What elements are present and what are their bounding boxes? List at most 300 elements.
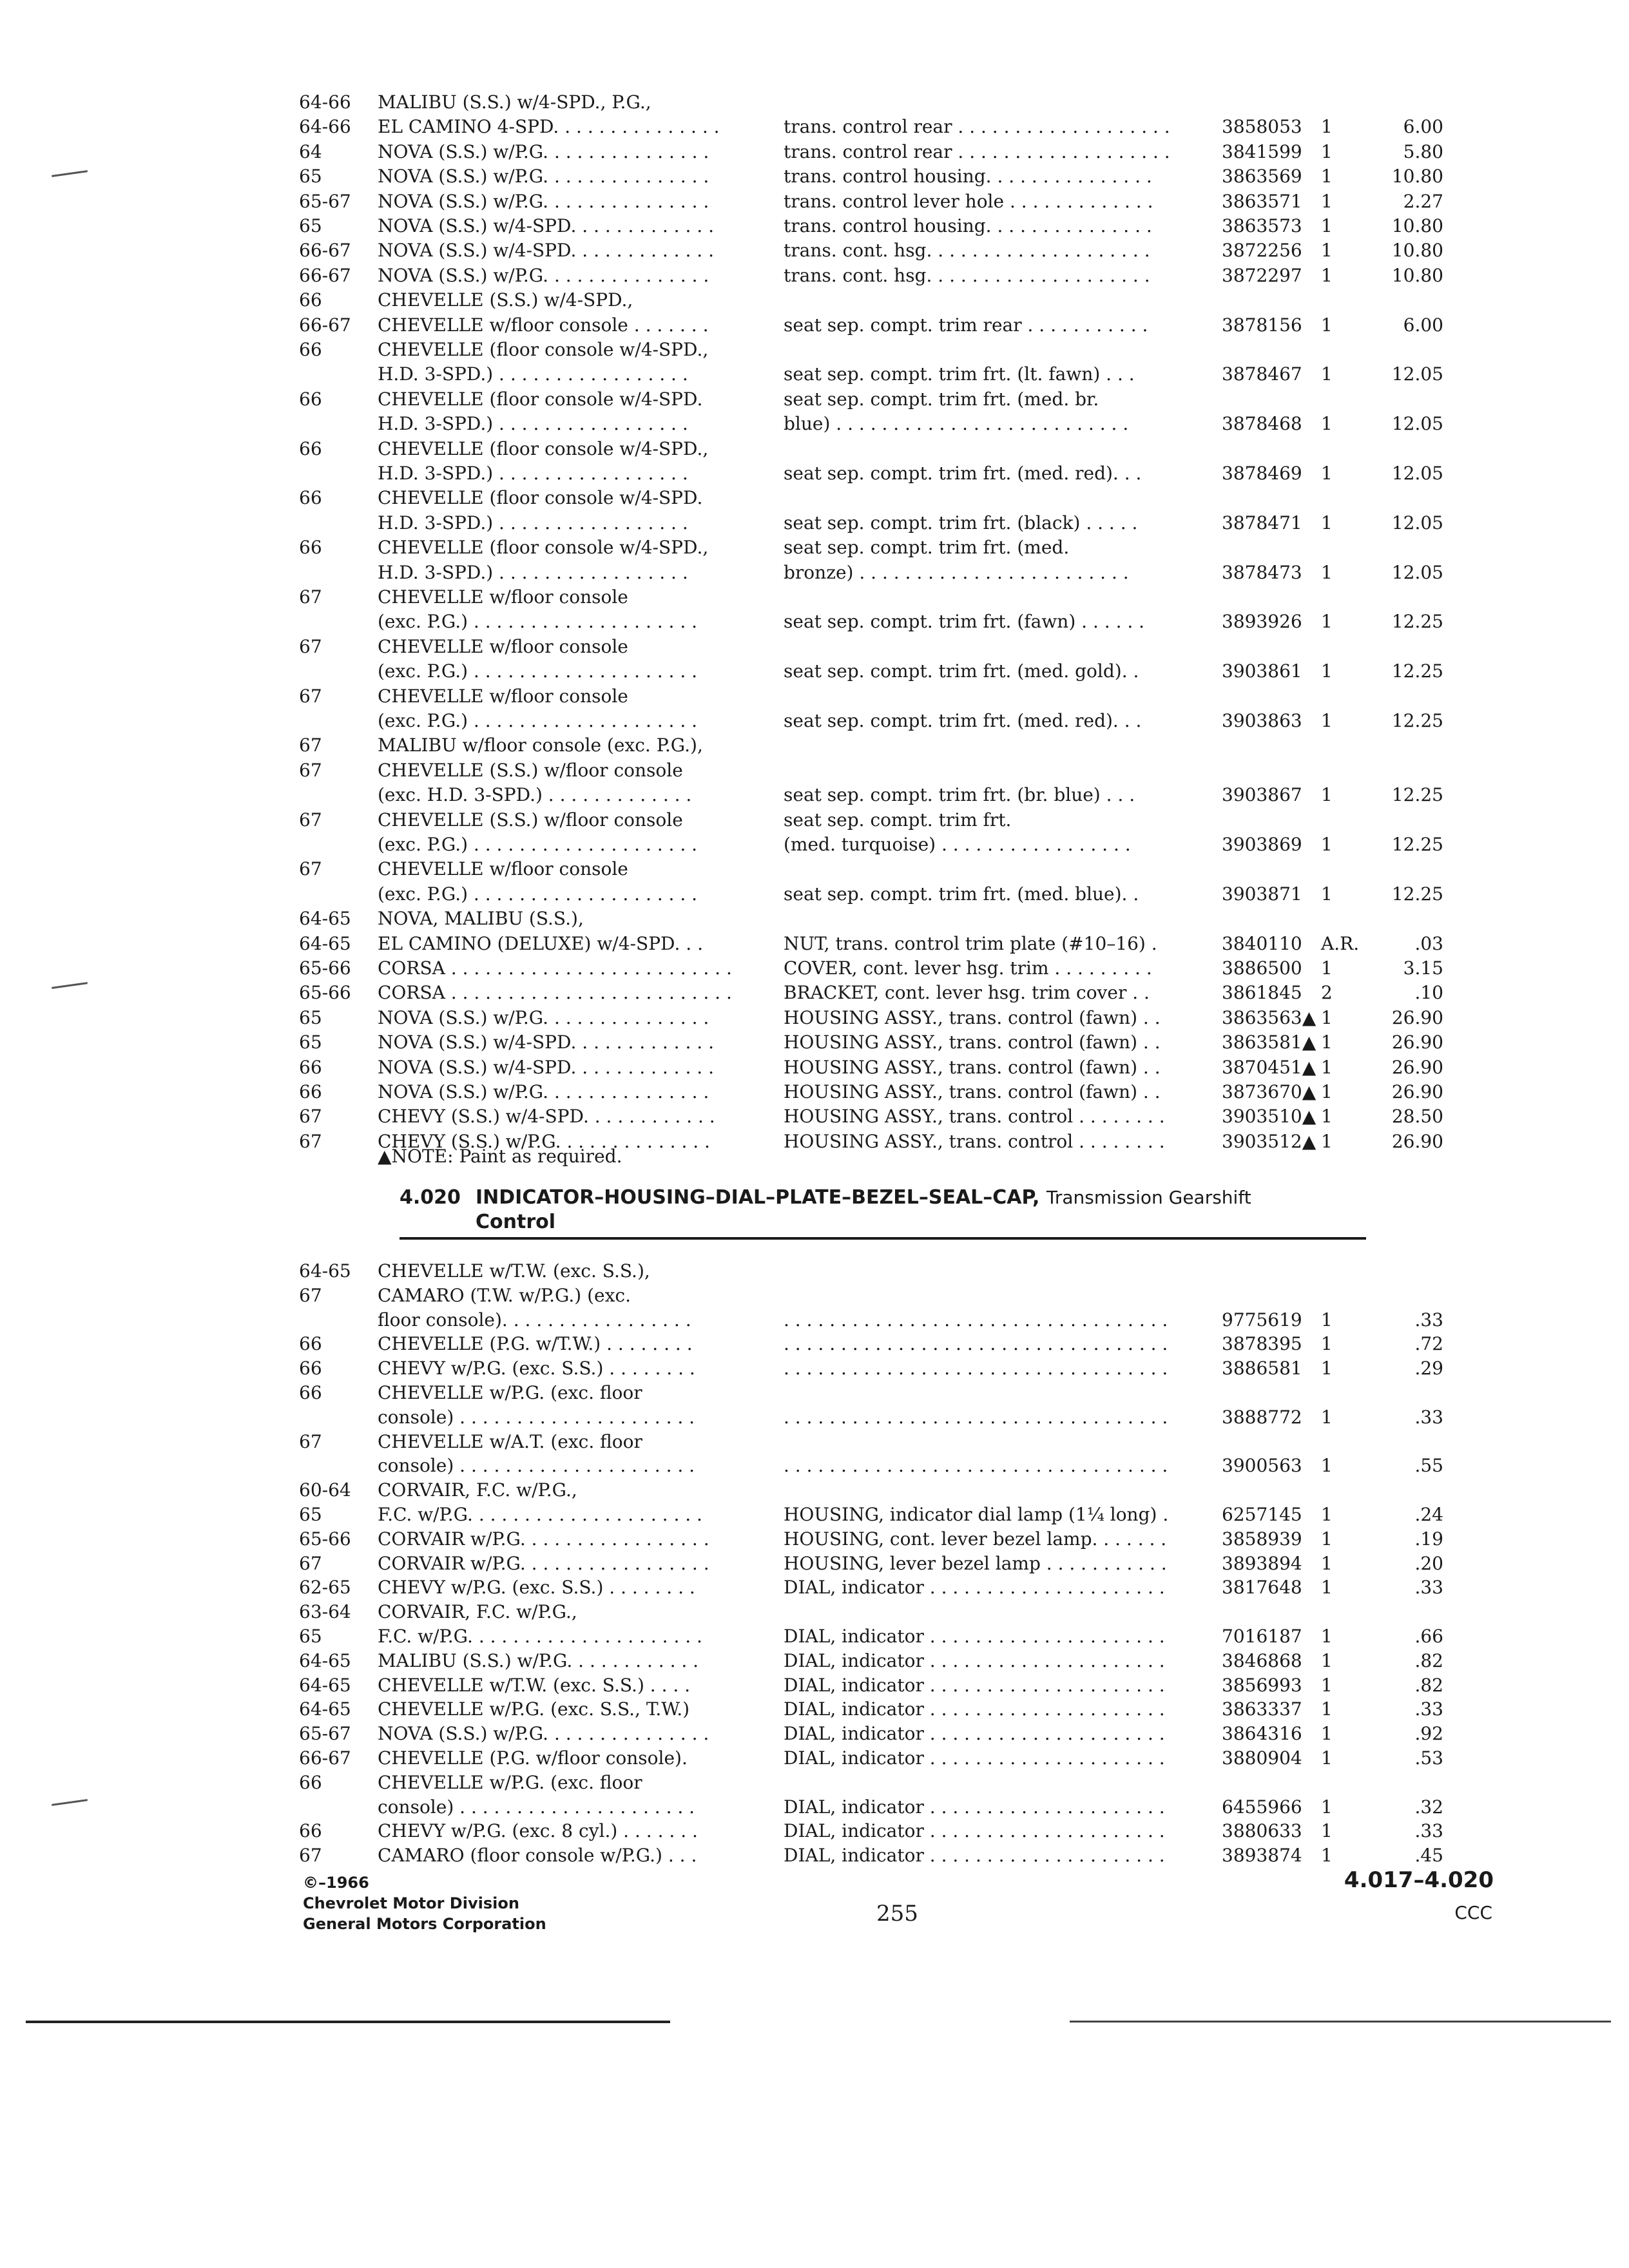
- part-description: HOUSING ASSY., trans. control (fawn) . .: [784, 1032, 1161, 1053]
- model-year: 66: [299, 1771, 322, 1793]
- part-description: HOUSING, lever bezel lamp . . . . . . . . . . .: [784, 1552, 1167, 1574]
- quantity: 1: [1321, 1552, 1333, 1574]
- quantity: 1: [1321, 660, 1333, 682]
- quantity: 1: [1321, 611, 1333, 633]
- part-description: DIAL, indicator . . . . . . . . . . . . . . . . . . . . .: [784, 1698, 1165, 1720]
- list-price: 10.80: [1391, 166, 1443, 187]
- quantity: 2: [1321, 982, 1333, 1004]
- model-year: 64-66: [299, 91, 351, 113]
- part-number: 3886581: [1222, 1358, 1302, 1379]
- part-number: 3903510▲: [1222, 1106, 1316, 1128]
- vehicle-model: CHEVELLE (P.G. w/T.W.) . . . . . . . .: [378, 1333, 693, 1355]
- vehicle-model: CHEVELLE w/floor console: [378, 635, 628, 657]
- part-number: 3872256: [1222, 240, 1302, 262]
- part-number: 7016187: [1222, 1626, 1302, 1647]
- vehicle-model: CORVAIR w/P.G. . . . . . . . . . . . . . . . .: [378, 1552, 709, 1574]
- model-year: 64-65: [299, 1698, 351, 1720]
- quantity: 1: [1321, 264, 1333, 286]
- part-number: 3856993: [1222, 1674, 1302, 1696]
- part-number: 3878469: [1222, 463, 1302, 484]
- part-number: 3863569: [1222, 166, 1302, 187]
- vehicle-model: CHEVELLE (S.S.) w/floor console: [378, 809, 683, 831]
- part-description: seat sep. compt. trim frt. (fawn) . . . . . .: [784, 611, 1145, 633]
- part-description: NUT, trans. control trim plate (#10–16) .: [784, 932, 1157, 954]
- vehicle-model: CAMARO (floor console w/P.G.) . . .: [378, 1845, 697, 1867]
- quantity: 1: [1321, 1081, 1333, 1102]
- publisher-block: [303, 1872, 546, 1934]
- vehicle-model: EL CAMINO (DELUXE) w/4-SPD. . .: [378, 932, 703, 954]
- page-number: 255: [876, 1901, 918, 1927]
- part-description: DIAL, indicator . . . . . . . . . . . . . . . . . . . . .: [784, 1845, 1165, 1867]
- quantity: 1: [1321, 1820, 1333, 1842]
- model-year: 67: [299, 635, 322, 657]
- part-description: DIAL, indicator . . . . . . . . . . . . . . . . . . . . .: [784, 1577, 1165, 1599]
- part-description: seat sep. compt. trim frt. (med. red). . .: [784, 710, 1142, 731]
- quantity: 1: [1321, 883, 1333, 905]
- quantity: 1: [1321, 314, 1333, 336]
- vehicle-model: (exc. P.G.) . . . . . . . . . . . . . . . . . . . .: [378, 834, 698, 855]
- part-number: 3846868: [1222, 1649, 1302, 1671]
- part-number: 3893926: [1222, 611, 1302, 633]
- model-year: 66: [299, 1333, 322, 1355]
- vehicle-model: CHEVELLE (S.S.) w/floor console: [378, 759, 683, 781]
- model-year: 64-65: [299, 1260, 351, 1282]
- list-price: .32: [1414, 1796, 1443, 1818]
- part-description: trans. control housing. . . . . . . . . . . . . . .: [784, 166, 1152, 187]
- quantity: 1: [1321, 166, 1333, 187]
- part-description: DIAL, indicator . . . . . . . . . . . . . . . . . . . . .: [784, 1674, 1165, 1696]
- part-number: 3900563: [1222, 1455, 1302, 1477]
- model-year: 67: [299, 1106, 322, 1128]
- vehicle-model: CHEVELLE w/P.G. (exc. S.S., T.W.): [378, 1698, 690, 1720]
- quantity: 1: [1321, 1309, 1333, 1331]
- list-price: 12.05: [1391, 561, 1443, 583]
- vehicle-model: MALIBU (S.S.) w/4-SPD., P.G.,: [378, 91, 651, 113]
- vehicle-model: H.D. 3-SPD.) . . . . . . . . . . . . . . . . .: [378, 413, 688, 435]
- quantity: 1: [1321, 1056, 1333, 1078]
- vehicle-model: CHEVELLE w/T.W. (exc. S.S.) . . . .: [378, 1674, 691, 1696]
- model-year: 67: [299, 1845, 322, 1867]
- quantity: 1: [1321, 1504, 1333, 1525]
- model-year: 66: [299, 437, 322, 459]
- model-year: 65: [299, 1504, 322, 1525]
- vehicle-model: NOVA (S.S.) w/P.G. . . . . . . . . . . . . . .: [378, 1723, 709, 1745]
- model-year: 64-65: [299, 1674, 351, 1696]
- model-year: 66-67: [299, 264, 351, 286]
- part-description: seat sep. compt. trim frt. (br. blue) . . .: [784, 784, 1135, 806]
- part-number: 3893894: [1222, 1552, 1302, 1574]
- vehicle-model: NOVA (S.S.) w/P.G. . . . . . . . . . . . . . .: [378, 1006, 709, 1028]
- list-price: .20: [1414, 1552, 1443, 1574]
- part-number: 3863563▲: [1222, 1006, 1316, 1028]
- part-description: DIAL, indicator . . . . . . . . . . . . . . . . . . . . .: [784, 1820, 1165, 1842]
- vehicle-model: H.D. 3-SPD.) . . . . . . . . . . . . . . . . .: [378, 561, 688, 583]
- vehicle-model: CHEVY (S.S.) w/4-SPD. . . . . . . . . . . .: [378, 1106, 715, 1128]
- part-number: 3903861: [1222, 660, 1302, 682]
- vehicle-model: CAMARO (T.W. w/P.G.) (exc.: [378, 1284, 631, 1306]
- part-number: 3873670▲: [1222, 1081, 1316, 1102]
- list-price: 12.05: [1391, 363, 1443, 385]
- model-year: 65: [299, 1032, 322, 1053]
- model-year: 66: [299, 289, 322, 311]
- part-description: COVER, cont. lever hsg. trim . . . . . . . . .: [784, 957, 1152, 979]
- model-year: 64: [299, 140, 322, 162]
- bottom-rule: [26, 2021, 670, 2023]
- part-description: seat sep. compt. trim frt. (med. blue). .: [784, 883, 1139, 905]
- section-rule: [400, 1237, 1366, 1240]
- list-price: 26.90: [1391, 1056, 1443, 1078]
- quantity: 1: [1321, 140, 1333, 162]
- section-heading: [400, 1186, 1251, 1210]
- list-price: .92: [1414, 1723, 1443, 1745]
- part-description: . . . . . . . . . . . . . . . . . . . . . . . . . . . . . . . . . .: [784, 1455, 1168, 1477]
- part-number: 6455966: [1222, 1796, 1302, 1818]
- model-year: 65: [299, 1006, 322, 1028]
- list-price: .29: [1414, 1358, 1443, 1379]
- list-price: .33: [1414, 1577, 1443, 1599]
- part-number: 3878156: [1222, 314, 1302, 336]
- list-price: 26.90: [1391, 1032, 1443, 1053]
- model-year: 65-66: [299, 957, 351, 979]
- model-year: 64-65: [299, 932, 351, 954]
- model-year: 67: [299, 1430, 322, 1452]
- vehicle-model: CHEVELLE (floor console w/4-SPD.,: [378, 537, 709, 559]
- part-number: 3888772: [1222, 1406, 1302, 1428]
- vehicle-model: CHEVELLE w/floor console: [378, 858, 628, 880]
- quantity: 1: [1321, 413, 1333, 435]
- vehicle-model: CORVAIR, F.C. w/P.G.,: [378, 1601, 577, 1623]
- part-description: seat sep. compt. trim frt. (med.: [784, 537, 1070, 559]
- list-price: 26.90: [1391, 1081, 1443, 1102]
- margin-mark: [52, 1799, 88, 1806]
- section-subtitle: Transmission Gearshift: [1046, 1187, 1251, 1208]
- quantity: 1: [1321, 784, 1333, 806]
- list-price: 2.27: [1403, 190, 1443, 212]
- part-description: seat sep. compt. trim rear . . . . . . . . . . .: [784, 314, 1148, 336]
- model-year: 66-67: [299, 314, 351, 336]
- vehicle-model: (exc. P.G.) . . . . . . . . . . . . . . . . . . . .: [378, 611, 698, 633]
- list-price: .33: [1414, 1820, 1443, 1842]
- part-number: 3870451▲: [1222, 1056, 1316, 1078]
- quantity: 1: [1321, 190, 1333, 212]
- list-price: .66: [1414, 1626, 1443, 1647]
- list-price: 6.00: [1403, 116, 1443, 138]
- list-price: 12.05: [1391, 463, 1443, 484]
- quantity: A.R.: [1321, 932, 1360, 954]
- vehicle-model: F.C. w/P.G. . . . . . . . . . . . . . . . . . . . .: [378, 1626, 702, 1647]
- part-description: bronze) . . . . . . . . . . . . . . . . . . . . . . . .: [784, 561, 1129, 583]
- part-description: . . . . . . . . . . . . . . . . . . . . . . . . . . . . . . . . . .: [784, 1309, 1168, 1331]
- list-price: 12.25: [1391, 710, 1443, 731]
- vehicle-model: H.D. 3-SPD.) . . . . . . . . . . . . . . . . .: [378, 463, 688, 484]
- part-description: HOUSING ASSY., trans. control (fawn) . .: [784, 1056, 1161, 1078]
- part-description: . . . . . . . . . . . . . . . . . . . . . . . . . . . . . . . . . .: [784, 1406, 1168, 1428]
- quantity: 1: [1321, 363, 1333, 385]
- vehicle-model: CHEVELLE w/floor console: [378, 685, 628, 707]
- model-year: 63-64: [299, 1601, 351, 1623]
- list-price: 12.25: [1391, 611, 1443, 633]
- part-description: HOUSING, cont. lever bezel lamp. . . . . . .: [784, 1528, 1167, 1550]
- part-description: seat sep. compt. trim frt. (lt. fawn) . . .: [784, 363, 1135, 385]
- part-description: seat sep. compt. trim frt. (med. red). . .: [784, 463, 1142, 484]
- model-year: 65-66: [299, 982, 351, 1004]
- list-price: 10.80: [1391, 264, 1443, 286]
- list-price: .19: [1414, 1528, 1443, 1550]
- model-year: 66: [299, 388, 322, 410]
- model-year: 66-67: [299, 240, 351, 262]
- quantity: 1: [1321, 1626, 1333, 1647]
- vehicle-model: console) . . . . . . . . . . . . . . . . . . . . .: [378, 1406, 695, 1428]
- list-price: 10.80: [1391, 215, 1443, 236]
- model-year: 67: [299, 1284, 322, 1306]
- quantity: 1: [1321, 1674, 1333, 1696]
- list-price: .55: [1414, 1455, 1443, 1477]
- model-year: 67: [299, 858, 322, 880]
- part-description: . . . . . . . . . . . . . . . . . . . . . . . . . . . . . . . . . .: [784, 1333, 1168, 1355]
- quantity: 1: [1321, 1577, 1333, 1599]
- quantity: 1: [1321, 1845, 1333, 1867]
- part-description: seat sep. compt. trim frt. (med. gold). .: [784, 660, 1139, 682]
- vehicle-model: (exc. P.G.) . . . . . . . . . . . . . . . . . . . .: [378, 660, 698, 682]
- model-year: 65-67: [299, 1723, 351, 1745]
- part-number: 3880633: [1222, 1820, 1302, 1842]
- quantity: 1: [1321, 240, 1333, 262]
- vehicle-model: MALIBU w/floor console (exc. P.G.),: [378, 735, 703, 756]
- quantity: 1: [1321, 1130, 1333, 1152]
- vehicle-model: CHEVELLE (S.S.) w/4-SPD.,: [378, 289, 633, 311]
- copyright: ©–1966: [303, 1874, 369, 1892]
- model-year: 67: [299, 685, 322, 707]
- vehicle-model: NOVA (S.S.) w/4-SPD. . . . . . . . . . . . .: [378, 1032, 714, 1053]
- vehicle-model: CORSA . . . . . . . . . . . . . . . . . . . . . . . . .: [378, 982, 732, 1004]
- part-number: 3903869: [1222, 834, 1302, 855]
- part-description: trans. control rear . . . . . . . . . . . . . . . . . . .: [784, 140, 1170, 162]
- vehicle-model: CHEVELLE w/floor console: [378, 586, 628, 608]
- model-year: 67: [299, 809, 322, 831]
- section-title: INDICATOR–HOUSING–DIAL–PLATE–BEZEL–SEAL–CAP,: [476, 1186, 1040, 1209]
- list-price: .53: [1414, 1747, 1443, 1769]
- part-number: 3863573: [1222, 215, 1302, 236]
- vehicle-model: console) . . . . . . . . . . . . . . . . . . . . .: [378, 1796, 695, 1818]
- part-description: seat sep. compt. trim frt.: [784, 809, 1012, 831]
- list-price: .45: [1414, 1845, 1443, 1867]
- quantity: 1: [1321, 1006, 1333, 1028]
- quantity: 1: [1321, 1032, 1333, 1053]
- vehicle-model: NOVA (S.S.) w/4-SPD. . . . . . . . . . . . .: [378, 240, 714, 262]
- model-year: 60-64: [299, 1479, 351, 1501]
- part-description: trans. cont. hsg. . . . . . . . . . . . . . . . . . . .: [784, 240, 1150, 262]
- part-number: 3878473: [1222, 561, 1302, 583]
- model-year: 66: [299, 487, 322, 509]
- vehicle-model: floor console). . . . . . . . . . . . . . . . .: [378, 1309, 691, 1331]
- part-number: 3880904: [1222, 1747, 1302, 1769]
- part-number: 3878468: [1222, 413, 1302, 435]
- model-year: 65-66: [299, 1528, 351, 1550]
- model-year: 65: [299, 215, 322, 236]
- vehicle-model: CHEVY (S.S.) w/P.G. . . . . . . . . . . . . .: [378, 1130, 710, 1152]
- part-number: 6257145: [1222, 1504, 1302, 1525]
- part-number: 3903867: [1222, 784, 1302, 806]
- vehicle-model: CHEVELLE w/P.G. (exc. floor: [378, 1771, 642, 1793]
- part-number: 3878471: [1222, 512, 1302, 533]
- vehicle-model: CHEVELLE w/T.W. (exc. S.S.),: [378, 1260, 650, 1282]
- model-year: 66: [299, 339, 322, 360]
- vehicle-model: CORVAIR w/P.G. . . . . . . . . . . . . . . . .: [378, 1528, 709, 1550]
- list-price: 6.00: [1403, 314, 1443, 336]
- part-number: 3893874: [1222, 1845, 1302, 1867]
- part-number: 9775619: [1222, 1309, 1302, 1331]
- vehicle-model: (exc. P.G.) . . . . . . . . . . . . . . . . . . . .: [378, 883, 698, 905]
- margin-mark: [52, 982, 88, 989]
- part-number: 3886500: [1222, 957, 1302, 979]
- division-name: Chevrolet Motor Division: [303, 1894, 519, 1912]
- list-price: .82: [1414, 1649, 1443, 1671]
- part-description: trans. control rear . . . . . . . . . . . . . . . . . . .: [784, 116, 1170, 138]
- part-description: DIAL, indicator . . . . . . . . . . . . . . . . . . . . .: [784, 1626, 1165, 1647]
- vehicle-model: NOVA, MALIBU (S.S.),: [378, 908, 584, 930]
- vehicle-model: H.D. 3-SPD.) . . . . . . . . . . . . . . . . .: [378, 363, 688, 385]
- model-year: 67: [299, 759, 322, 781]
- section-title-line2: Control: [476, 1211, 556, 1233]
- vehicle-model: NOVA (S.S.) w/P.G. . . . . . . . . . . . . . .: [378, 190, 709, 212]
- part-description: DIAL, indicator . . . . . . . . . . . . . . . . . . . . .: [784, 1723, 1165, 1745]
- part-description: BRACKET, cont. lever hsg. trim cover . .: [784, 982, 1150, 1004]
- model-year: 64-65: [299, 1649, 351, 1671]
- model-year: 66: [299, 537, 322, 559]
- part-description: HOUSING, indicator dial lamp (1¼ long) .: [784, 1504, 1169, 1525]
- quantity: 1: [1321, 1106, 1333, 1128]
- quantity: 1: [1321, 116, 1333, 138]
- list-price: 12.25: [1391, 784, 1443, 806]
- quantity: 1: [1321, 215, 1333, 236]
- vehicle-model: NOVA (S.S.) w/4-SPD. . . . . . . . . . . . .: [378, 215, 714, 236]
- part-description: HOUSING ASSY., trans. control (fawn) . .: [784, 1006, 1161, 1028]
- list-price: .72: [1414, 1333, 1443, 1355]
- vehicle-model: CHEVELLE (floor console w/4-SPD.,: [378, 339, 709, 360]
- vehicle-model: NOVA (S.S.) w/P.G. . . . . . . . . . . . . . .: [378, 264, 709, 286]
- part-description: . . . . . . . . . . . . . . . . . . . . . . . . . . . . . . . . . .: [784, 1358, 1168, 1379]
- part-description: seat sep. compt. trim frt. (black) . . . . .: [784, 512, 1138, 533]
- quantity: 1: [1321, 561, 1333, 583]
- part-description: DIAL, indicator . . . . . . . . . . . . . . . . . . . . .: [784, 1796, 1165, 1818]
- part-number: 3864316: [1222, 1723, 1302, 1745]
- model-year: 65: [299, 166, 322, 187]
- part-number: 3903512▲: [1222, 1130, 1316, 1152]
- model-year: 67: [299, 1130, 322, 1152]
- list-price: 5.80: [1403, 140, 1443, 162]
- vehicle-model: NOVA (S.S.) w/4-SPD. . . . . . . . . . . . .: [378, 1056, 714, 1078]
- section-number: 4.020: [400, 1186, 461, 1209]
- model-year: 66-67: [299, 1747, 351, 1769]
- model-year: 67: [299, 586, 322, 608]
- vehicle-model: CHEVELLE (floor console w/4-SPD.: [378, 388, 703, 410]
- part-number: 3903871: [1222, 883, 1302, 905]
- part-number: 3840110: [1222, 932, 1302, 954]
- vehicle-model: CHEVY w/P.G. (exc. 8 cyl.) . . . . . . .: [378, 1820, 698, 1842]
- model-year: 66: [299, 1382, 322, 1403]
- model-year: 65-67: [299, 190, 351, 212]
- quantity: 1: [1321, 463, 1333, 484]
- part-description: HOUSING ASSY., trans. control . . . . . . . .: [784, 1106, 1165, 1128]
- paint-note: ▲NOTE: Paint as required.: [378, 1146, 622, 1167]
- model-year: 66: [299, 1358, 322, 1379]
- vehicle-model: CHEVY w/P.G. (exc. S.S.) . . . . . . . .: [378, 1358, 695, 1379]
- list-price: 3.15: [1403, 957, 1443, 979]
- model-year: 67: [299, 735, 322, 756]
- part-description: DIAL, indicator . . . . . . . . . . . . . . . . . . . . .: [784, 1649, 1165, 1671]
- vehicle-model: CHEVELLE w/P.G. (exc. floor: [378, 1382, 642, 1403]
- model-year: 62-65: [299, 1577, 351, 1599]
- part-description: (med. turquoise) . . . . . . . . . . . . . . . . .: [784, 834, 1131, 855]
- list-price: .33: [1414, 1309, 1443, 1331]
- vehicle-model: NOVA (S.S.) w/P.G. . . . . . . . . . . . . . .: [378, 166, 709, 187]
- model-year: 67: [299, 1552, 322, 1574]
- part-number: 3872297: [1222, 264, 1302, 286]
- model-year: 66: [299, 1056, 322, 1078]
- part-number: 3903863: [1222, 710, 1302, 731]
- model-year: 64-66: [299, 116, 351, 138]
- model-year: 64-65: [299, 908, 351, 930]
- part-number: 3863581▲: [1222, 1032, 1316, 1053]
- part-number: 3863337: [1222, 1698, 1302, 1720]
- vehicle-model: EL CAMINO 4-SPD. . . . . . . . . . . . . . .: [378, 116, 720, 138]
- list-price: .33: [1414, 1406, 1443, 1428]
- list-price: 12.25: [1391, 834, 1443, 855]
- part-description: DIAL, indicator . . . . . . . . . . . . . . . . . . . . .: [784, 1747, 1165, 1769]
- part-description: trans. control lever hole . . . . . . . . . . . . .: [784, 190, 1153, 212]
- part-description: HOUSING ASSY., trans. control (fawn) . .: [784, 1081, 1161, 1102]
- model-year: 66: [299, 1820, 322, 1842]
- vehicle-model: NOVA (S.S.) w/P.G. . . . . . . . . . . . . . .: [378, 140, 709, 162]
- list-price: 12.25: [1391, 660, 1443, 682]
- model-year: 65: [299, 1626, 322, 1647]
- margin-mark: [52, 170, 88, 177]
- part-number: 3878467: [1222, 363, 1302, 385]
- quantity: 1: [1321, 1649, 1333, 1671]
- vehicle-model: CHEVELLE (floor console w/4-SPD.,: [378, 437, 709, 459]
- vehicle-model: (exc. H.D. 3-SPD.) . . . . . . . . . . . . .: [378, 784, 692, 806]
- part-number: 3858053: [1222, 116, 1302, 138]
- quantity: 1: [1321, 957, 1333, 979]
- part-description: trans. control housing. . . . . . . . . . . . . . .: [784, 215, 1152, 236]
- vehicle-model: H.D. 3-SPD.) . . . . . . . . . . . . . . . . .: [378, 512, 688, 533]
- section-range: 4.017–4.020: [1344, 1867, 1494, 1893]
- catalog-code: CCC: [1454, 1902, 1492, 1923]
- quantity: 1: [1321, 1698, 1333, 1720]
- list-price: 12.25: [1391, 883, 1443, 905]
- vehicle-model: CHEVELLE w/A.T. (exc. floor: [378, 1430, 642, 1452]
- vehicle-model: NOVA (S.S.) w/P.G. . . . . . . . . . . . . . .: [378, 1081, 709, 1102]
- vehicle-model: console) . . . . . . . . . . . . . . . . . . . . .: [378, 1455, 695, 1477]
- list-price: .33: [1414, 1698, 1443, 1720]
- quantity: 1: [1321, 1406, 1333, 1428]
- vehicle-model: (exc. P.G.) . . . . . . . . . . . . . . . . . . . .: [378, 710, 698, 731]
- part-number: 3878395: [1222, 1333, 1302, 1355]
- part-description: trans. cont. hsg. . . . . . . . . . . . . . . . . . . .: [784, 264, 1150, 286]
- vehicle-model: CHEVELLE (P.G. w/floor console).: [378, 1747, 688, 1769]
- list-price: .03: [1414, 932, 1443, 954]
- quantity: 1: [1321, 1723, 1333, 1745]
- vehicle-model: CORVAIR, F.C. w/P.G.,: [378, 1479, 577, 1501]
- quantity: 1: [1321, 1528, 1333, 1550]
- list-price: 12.05: [1391, 413, 1443, 435]
- quantity: 1: [1321, 710, 1333, 731]
- list-price: 12.05: [1391, 512, 1443, 533]
- vehicle-model: CORSA . . . . . . . . . . . . . . . . . . . . . . . . .: [378, 957, 732, 979]
- vehicle-model: F.C. w/P.G. . . . . . . . . . . . . . . . . . . . .: [378, 1504, 702, 1525]
- vehicle-model: CHEVY w/P.G. (exc. S.S.) . . . . . . . .: [378, 1577, 695, 1599]
- list-price: .10: [1414, 982, 1443, 1004]
